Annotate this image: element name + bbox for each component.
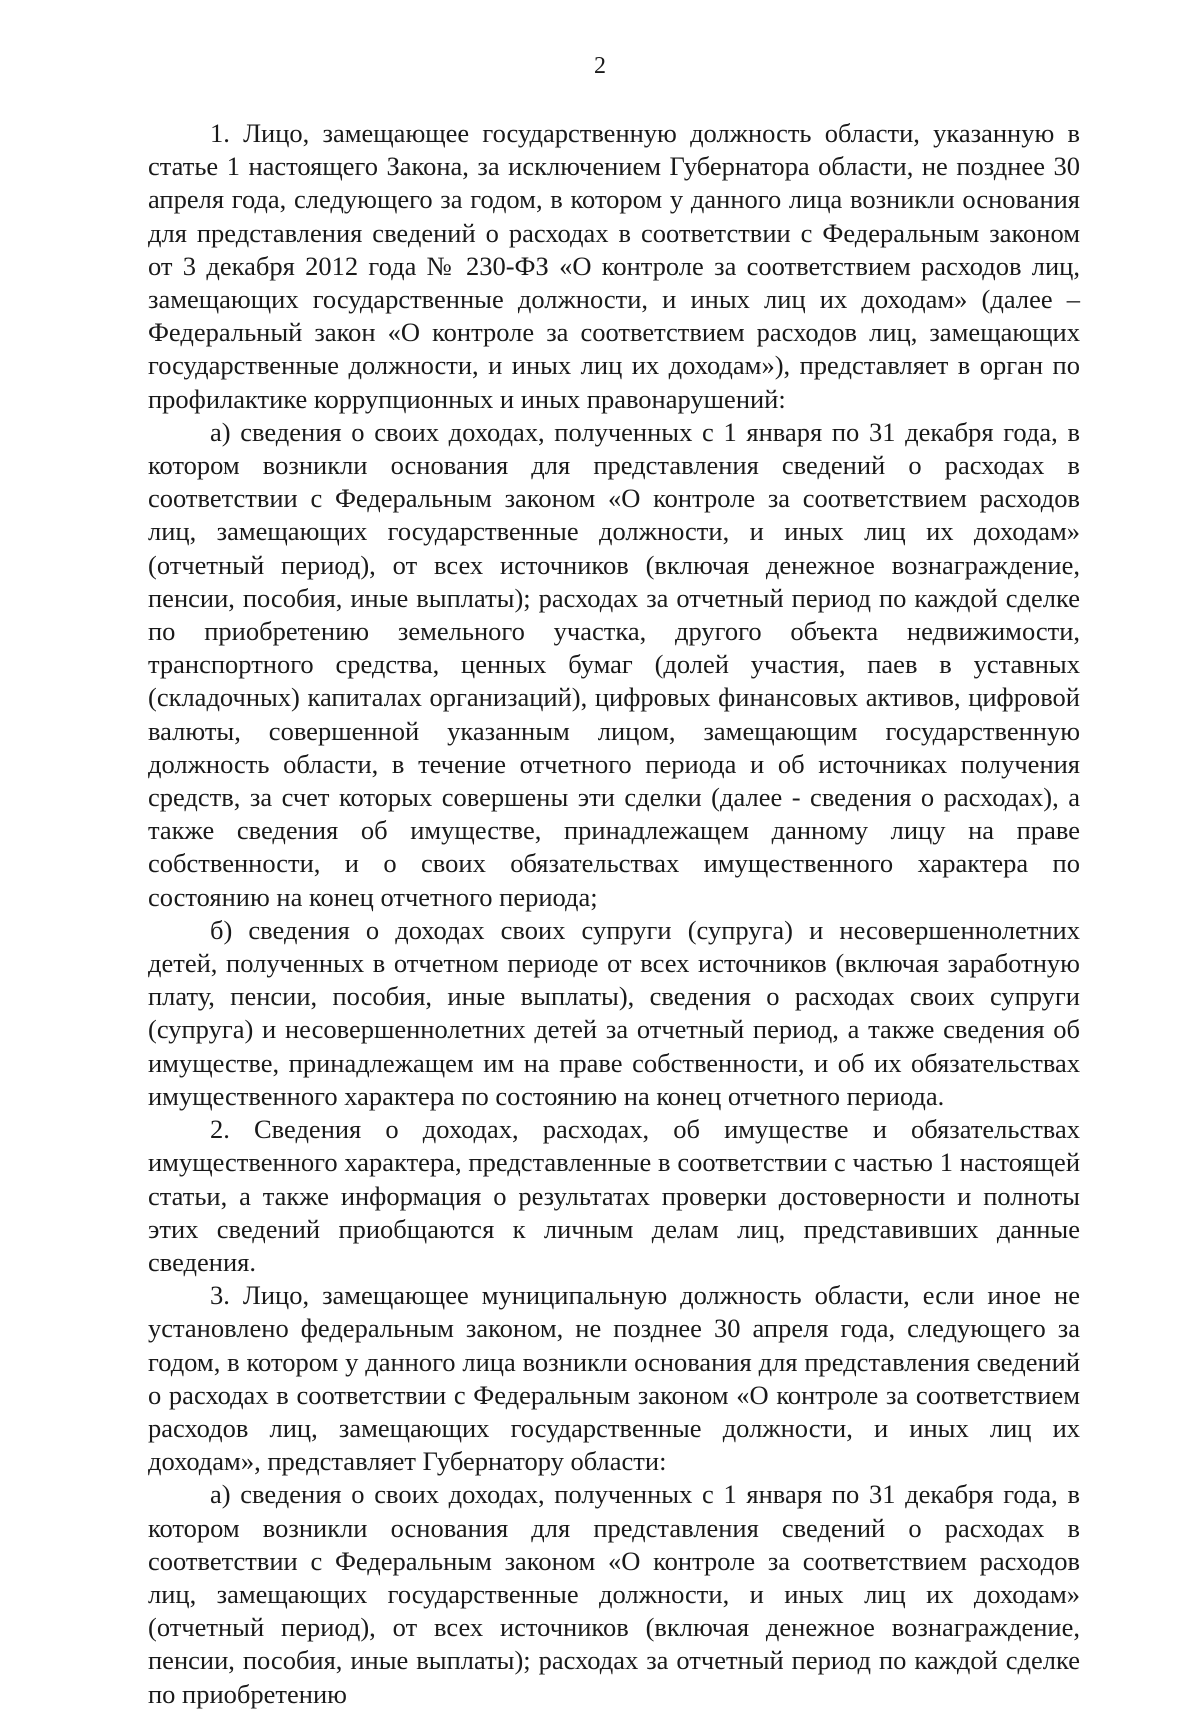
document-body	[148, 117, 1080, 1711]
paragraph-section-1: 1. Лицо, замещающее государственную должность области, указанную в статье 1 настоящего Закона, за исключением Губернатора области, не позднее 30 апреля года, следующего за годом, в котором у данного лица возникли основания для представления сведений о расходах в соответствии с Федеральным законом от 3 декабря 2012 года № 230-ФЗ «О контроле за соответствием расходов лиц, замещающих государственные должности, и иных лиц их доходам» (далее – Федеральный закон «О контроле за соответствием расходов лиц, замещающих государственные должности, и иных лиц их доходам»), представляет в орган по профилактике коррупционных и иных правонарушений:	[148, 118, 1080, 414]
paragraph-section-1-b: б) сведения о доходах своих супруги (супруга) и несовершеннолетних детей, полученных в отчетном периоде от всех источников (включая заработную плату, пенсии, пособия, иные выплаты), сведения о расходах своих супруги (супруга) и несовершеннолетних детей за отчетный период, а также сведения об имуществе, принадлежащем им на праве собственности, и об их обязательствах имущественного характера по состоянию на конец отчетного периода.	[148, 914, 1080, 1111]
paragraph-section-3: 3. Лицо, замещающее муниципальную должность области, если иное не установлено федеральным законом, не позднее 30 апреля года, следующего за годом, в котором у данного лица возникли основания для представления сведений о расходах в соответствии с Федеральным законом «О контроле за соответствием расходов лиц, замещающих государственные должности, и иных лиц их доходам», представляет Губернатору области:	[148, 1280, 1080, 1477]
paragraph-section-3-a: а) сведения о своих доходах, полученных с 1 января по 31 декабря года, в котором возникли основания для представления сведений о расходах в соответствии с Федеральным законом «О контроле за соответствием расходов лиц, замещающих государственные должности, и иных лиц их доходам» (отчетный период), от всех источников (включая денежное вознаграждение, пенсии, пособия, иные выплаты); расходах за отчетный период по каждой сделке по приобретению	[148, 1479, 1080, 1709]
paragraph-section-2: 2. Сведения о доходах, расходах, об имуществе и обязательствах имущественного характера, представленные в соответствии с частью 1 настоящей статьи, а также информация о результатах проверки достоверности и полноты этих сведений приобщаются к личным делам лиц, представивших данные сведения.	[148, 1114, 1080, 1277]
page-number: 2	[594, 53, 606, 79]
paragraph-section-1-a: а) сведения о своих доходах, полученных с 1 января по 31 декабря года, в котором возникли основания для представления сведений о расходах в соответствии с Федеральным законом «О контроле за соответствием расходов лиц, замещающих государственные должности, и иных лиц их доходам» (отчетный период), от всех источников (включая денежное вознаграждение, пенсии, пособия, иные выплаты); расходах за отчетный период по каждой сделке по приобретению земельного участка, другого объекта недвижимости, транспортного средства, ценных бумаг (долей участия, паев в уставных (складочных) капиталах организаций), цифровых финансовых активов, цифровой валюты, совершенной указанным лицом, замещающим государственную должность области, в течение отчетного периода и об источниках получения средств, за счет которых совершены эти сделки (далее - сведения о расходах), а также сведения об имуществе, принадлежащем данному лицу на праве собственности, и о своих обязательствах имущественного характера по состоянию на конец отчетного периода;	[148, 416, 1080, 912]
